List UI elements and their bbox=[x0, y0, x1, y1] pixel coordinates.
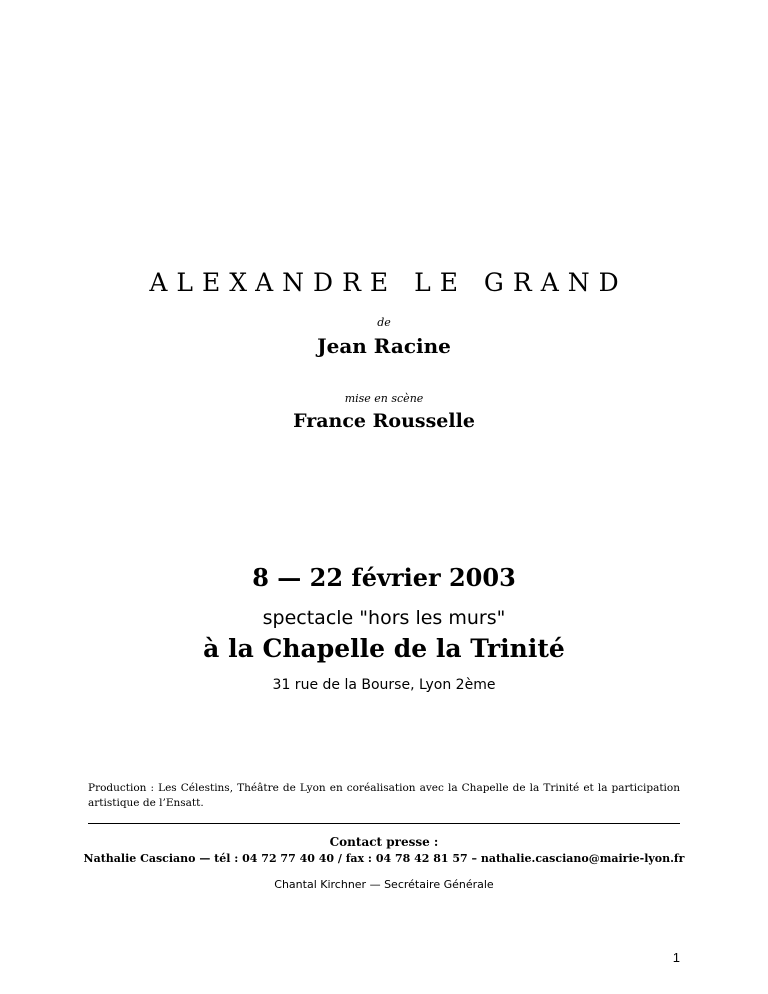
director-label: mise en scène bbox=[344, 392, 424, 405]
author-label: de bbox=[377, 316, 391, 329]
performance-dates: 8 — 22 février 2003 bbox=[252, 563, 516, 592]
venue-name: à la Chapelle de la Trinité bbox=[203, 634, 565, 663]
press-contact-title: Contact presse : bbox=[329, 835, 439, 849]
production-credits: Production : Les Célestins, Théâtre de Lyon en coréalisation avec la Chapelle de la Trinité et la participation artistique de l’Ensatt. bbox=[88, 782, 680, 809]
author-name: Jean Racine bbox=[317, 334, 451, 358]
play-title: ALEXANDRE LE GRAND bbox=[149, 268, 628, 297]
secretary-general: Chantal Kirchner — Secrétaire Générale bbox=[274, 878, 494, 891]
director-name: France Rousselle bbox=[293, 410, 475, 432]
show-type: spectacle "hors les murs" bbox=[262, 607, 506, 629]
page-number: 1 bbox=[672, 950, 680, 965]
divider bbox=[88, 823, 680, 824]
press-contact-details: Nathalie Casciano — tél : 04 72 77 40 40 / fax : 04 78 42 81 57 – nathalie.casciano@mairie-lyon.fr bbox=[83, 852, 685, 865]
venue-address: 31 rue de la Bourse, Lyon 2ème bbox=[272, 677, 496, 693]
